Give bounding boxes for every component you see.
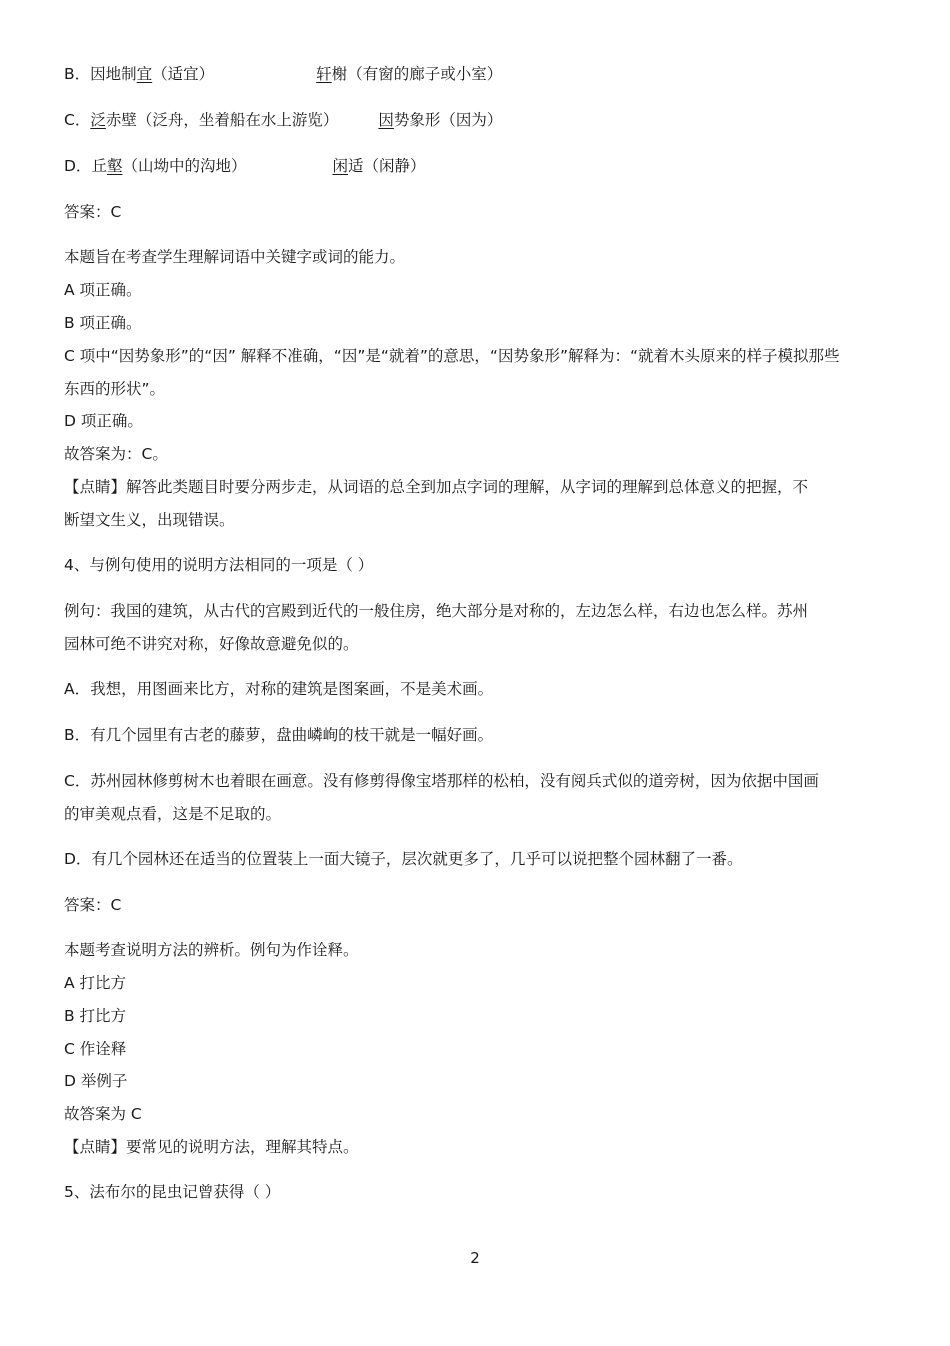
q4-analysis-b: B 打比方 [64,1007,127,1025]
q5-stem: 5、法布尔的昆虫记曾获得（ ） [64,1183,281,1201]
word-part: 赤壁 [105,111,137,129]
q4-answer: 答案：C [64,896,122,914]
option-d-row [64,156,426,176]
dotted-char: 泛 [90,111,106,129]
explanation: （因为） [440,111,503,129]
explanation: （适宜） [152,65,215,83]
page-number: 2 [470,1249,480,1267]
q3-analysis-a: A 项正确。 [64,281,142,299]
q4-tip: 【点睛】要常见的说明方法，理解其特点。 [64,1138,359,1156]
q3-analysis-c-line2: 东西的形状”。 [64,380,166,398]
option-c-row [64,110,502,130]
q3-tip-line2: 断望文生义，出现错误。 [64,511,235,529]
q4-option-c-line1: C．苏州园林修剪树木也着眼在画意。没有修剪得像宝塔那样的松柏，没有阅兵式似的道旁树，因为依据中国画 [64,772,819,790]
q4-analysis-a: A 打比方 [64,974,127,992]
q4-option-b: B．有几个园里有古老的藤萝，盘曲嶙峋的枝干就是一幅好画。 [64,726,494,744]
explanation: （有窗的廊子或小室） [347,65,503,83]
option-b-row [64,64,502,84]
q3-answer: 答案：C [64,203,122,221]
dotted-char: 宜 [136,65,153,83]
dotted-char: 因 [378,111,394,129]
q3-analysis-intro: 本题旨在考查学生理解词语中关键字或词的能力。 [64,248,406,266]
dotted-char: 轩 [316,65,332,83]
q4-stem: 4、与例句使用的说明方法相同的一项是（ ） [64,556,374,574]
explanation: （闲静） [363,157,426,175]
option-label: D． [64,157,92,175]
q3-tip-line1: 【点睛】解答此类题目时要分两步走，从词语的总全到加点字词的理解，从字词的理解到总体意义的把握，不 [64,478,809,496]
q4-conclusion: 故答案为 C [64,1105,142,1123]
q4-example-line2: 园林可绝不讲究对称，好像故意避免似的。 [64,635,359,653]
q4-analysis-c: C 作诠释 [64,1040,127,1058]
option-label: C． [64,111,91,129]
dotted-char: 闲 [332,157,348,175]
explanation: （山坳中的沟地） [122,157,247,175]
q4-example-line1: 例句：我国的建筑，从古代的宫殿到近代的一般住房，绝大部分是对称的，左边怎么样，右边也怎么样。苏州 [64,602,809,620]
q3-analysis-c-line1: C 项中“因势象形”的“因” 解释不准确，“因”是“就着”的意思，“因势象形”解释为：“就着木头原来的样子模拟那些 [64,347,840,365]
q4-analysis-d: D 举例子 [64,1072,128,1090]
dotted-char: 壑 [106,157,123,175]
q3-conclusion: 故答案为：C。 [64,445,168,463]
word-part: 势象形 [393,111,441,129]
explanation: （泛舟，坐着船在水上游览） [136,111,339,129]
word-part: 榭 [331,65,348,83]
q4-option-c-line2: 的审美观点看，这是不足取的。 [64,805,282,823]
q4-analysis-intro: 本题考查说明方法的辨析。例句为作诠释。 [64,941,359,959]
q4-option-a: A．我想，用图画来比方，对称的建筑是图案画，不是美术画。 [64,680,494,698]
word-part: 因地制 [90,65,137,83]
q3-analysis-d: D 项正确。 [64,412,143,430]
word-part: 适 [348,157,364,175]
q3-analysis-b: B 项正确。 [64,314,142,332]
q4-option-d: D．有几个园林还在适当的位置装上一面大镜子，层次就更多了，几乎可以说把整个园林翻了一番。 [64,850,743,868]
word-part: 丘 [91,157,107,175]
option-label: B． [64,65,91,83]
